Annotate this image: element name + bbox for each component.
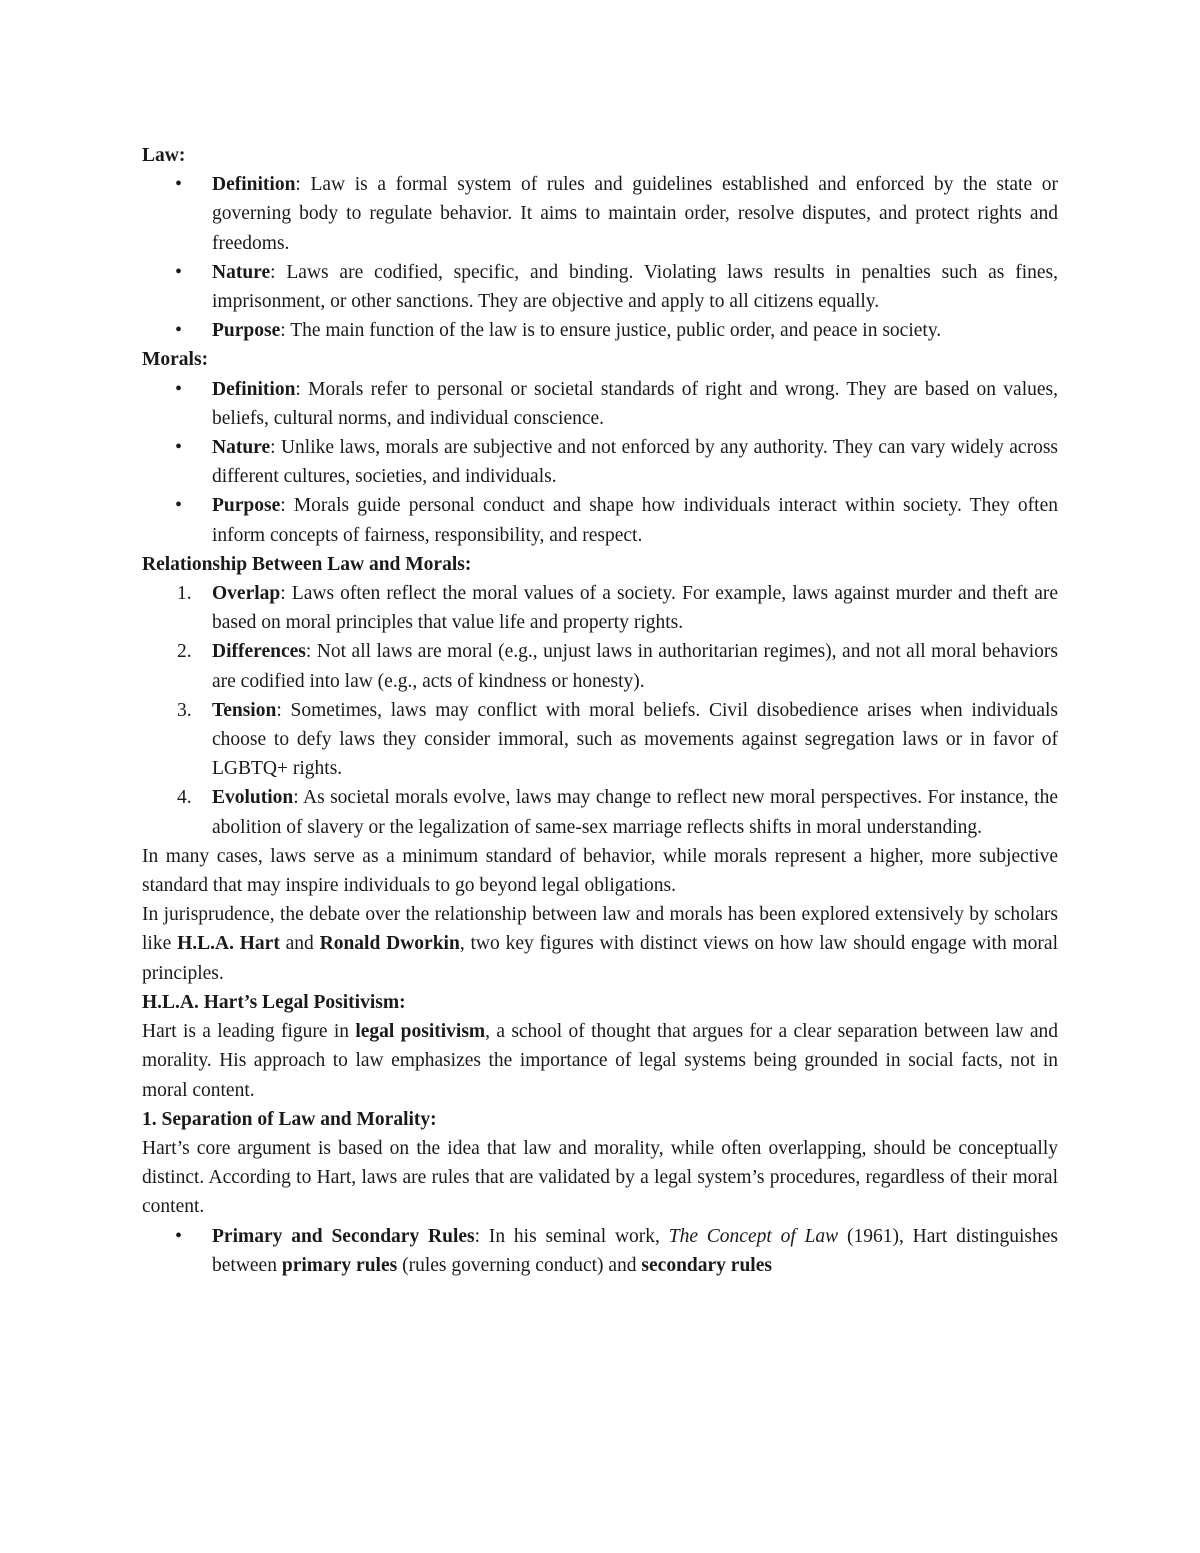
bold-term-primary-rules: primary rules [281,1254,398,1276]
list-item [142,258,1058,316]
item-term: Differences [212,641,306,663]
bullet-icon: • [175,436,183,459]
bullet-icon: • [175,260,183,283]
section-heading-morals: Morals: [142,349,209,371]
paragraph-text: Hart is a leading figure in [142,1021,356,1043]
paragraph-text: and [279,933,320,955]
rules-bullet-list [142,1222,1058,1280]
paragraph-jurisprudence [142,900,1058,988]
item-number: 4. [177,787,192,809]
relationship-numbered-list [142,579,1058,842]
item-term: Nature [212,437,271,459]
bullet-icon: • [175,494,183,517]
item-term: Definition [212,174,296,196]
section-heading-separation: 1. Separation of Law and Morality: [142,1108,437,1130]
paragraph-text: In jurisprudence, the debate over the relationship between law and morals has been explored extensively by scholars like [142,904,1058,955]
paragraph-text: , a school of thought that argues for a clear separation between law and morality. His approach to law emphasizes the importance of legal systems being grounded in social facts, not in moral content. [142,1021,1058,1101]
item-term: Definition [212,378,296,400]
item-number: 3. [177,699,192,721]
bold-term-secondary-rules: secondary rules [641,1254,772,1276]
bullet-icon: • [175,377,183,400]
law-bullet-list [142,170,1058,345]
book-title: The Concept of Law [668,1225,839,1247]
item-term: Tension [212,699,277,721]
list-item [142,579,1058,637]
item-text: : In his seminal work, [474,1225,669,1247]
list-item [142,375,1058,433]
bold-term-legal-positivism: legal positivism [355,1021,486,1043]
list-item [142,1222,1058,1280]
item-text: : Morals refer to personal or societal standards of right and wrong. They are based on values, beliefs, cultural norms, and individual conscience. [212,378,1058,429]
paragraph-hart [142,1017,1058,1105]
item-text: : Not all laws are moral (e.g., unjust laws in authoritarian regimes), and not all moral behaviors are codified into law (e.g., acts of kindness or honesty). [212,641,1058,692]
list-item [142,637,1058,695]
item-text: (1961), Hart distinguishes between [212,1225,1058,1276]
list-item [142,316,1058,345]
document-body [142,141,1058,1280]
item-text: : Laws are codified, specific, and binding. Violating laws results in penalties such as fines, imprisonment, or other sanctions. They are objective and apply to all citizens equally. [212,261,1058,313]
item-text: : As societal morals evolve, laws may change to reflect new moral perspectives. For instance, the abolition of slavery or the legalization of same-sex marriage reflects shifts in moral understanding. [212,787,1058,838]
item-term: Primary and Secondary Rules [212,1225,475,1247]
item-text: : Laws often reflect the moral values of a society. For example, laws against murder and theft are based on moral principles that value life and property rights. [212,583,1058,634]
list-item [142,696,1058,784]
bold-name-hart: H.L.A. Hart [177,933,280,955]
list-item [142,783,1058,841]
item-term: Purpose [212,320,281,342]
item-text: : Law is a formal system of rules and guidelines established and enforced by the state or governing body to regulate behavior. It aims to maintain order, resolve disputes, and protect rights and freedoms. [212,174,1058,254]
item-term: Overlap [212,583,281,605]
list-item [142,433,1058,491]
section-heading-hart: H.L.A. Hart’s Legal Positivism: [142,991,406,1013]
paragraph-text: , two key figures with distinct views on how law should engage with moral principles. [142,933,1059,984]
section-heading-law: Law: [142,145,186,166]
item-text: : Unlike laws, morals are subjective and not enforced by any authority. They can vary widely across different cultures, societies, and individuals. [212,437,1058,488]
bold-name-dworkin: Ronald Dworkin [319,933,460,955]
item-term: Evolution [212,787,294,809]
bullet-icon: • [175,319,183,342]
item-text: : The main function of the law is to ensure justice, public order, and peace in society. [280,320,942,342]
item-text: : Sometimes, laws may conflict with moral beliefs. Civil disobedience arises when individuals choose to defy laws they consider immoral, such as movements against segregation laws or in favor of LGBTQ+ rights. [212,699,1058,780]
item-term: Nature [212,261,271,283]
list-item [142,491,1058,549]
morals-bullet-list [142,375,1058,550]
item-number: 1. [177,583,192,605]
item-text: : Morals guide personal conduct and shape how individuals interact within society. They often inform concepts of fairness, responsibility, and respect. [212,495,1058,546]
paragraph-separation: Hart’s core argument is based on the idea that law and morality, while often overlapping, should be conceptually distinct. According to Hart, laws are rules that are validated by a legal system’s procedures, regardless of their moral content. [142,1137,1058,1218]
bullet-icon: • [175,173,183,196]
item-text: (rules governing conduct) and [397,1254,642,1276]
item-number: 2. [177,641,192,663]
bullet-icon: • [175,1224,183,1247]
section-heading-relationship: Relationship Between Law and Morals: [142,553,472,575]
paragraph-minimum-standard: In many cases, laws serve as a minimum standard of behavior, while morals represent a higher, more subjective standard that may inspire individuals to go beyond legal obligations. [142,845,1058,897]
item-term: Purpose [212,495,281,517]
list-item [142,170,1058,258]
